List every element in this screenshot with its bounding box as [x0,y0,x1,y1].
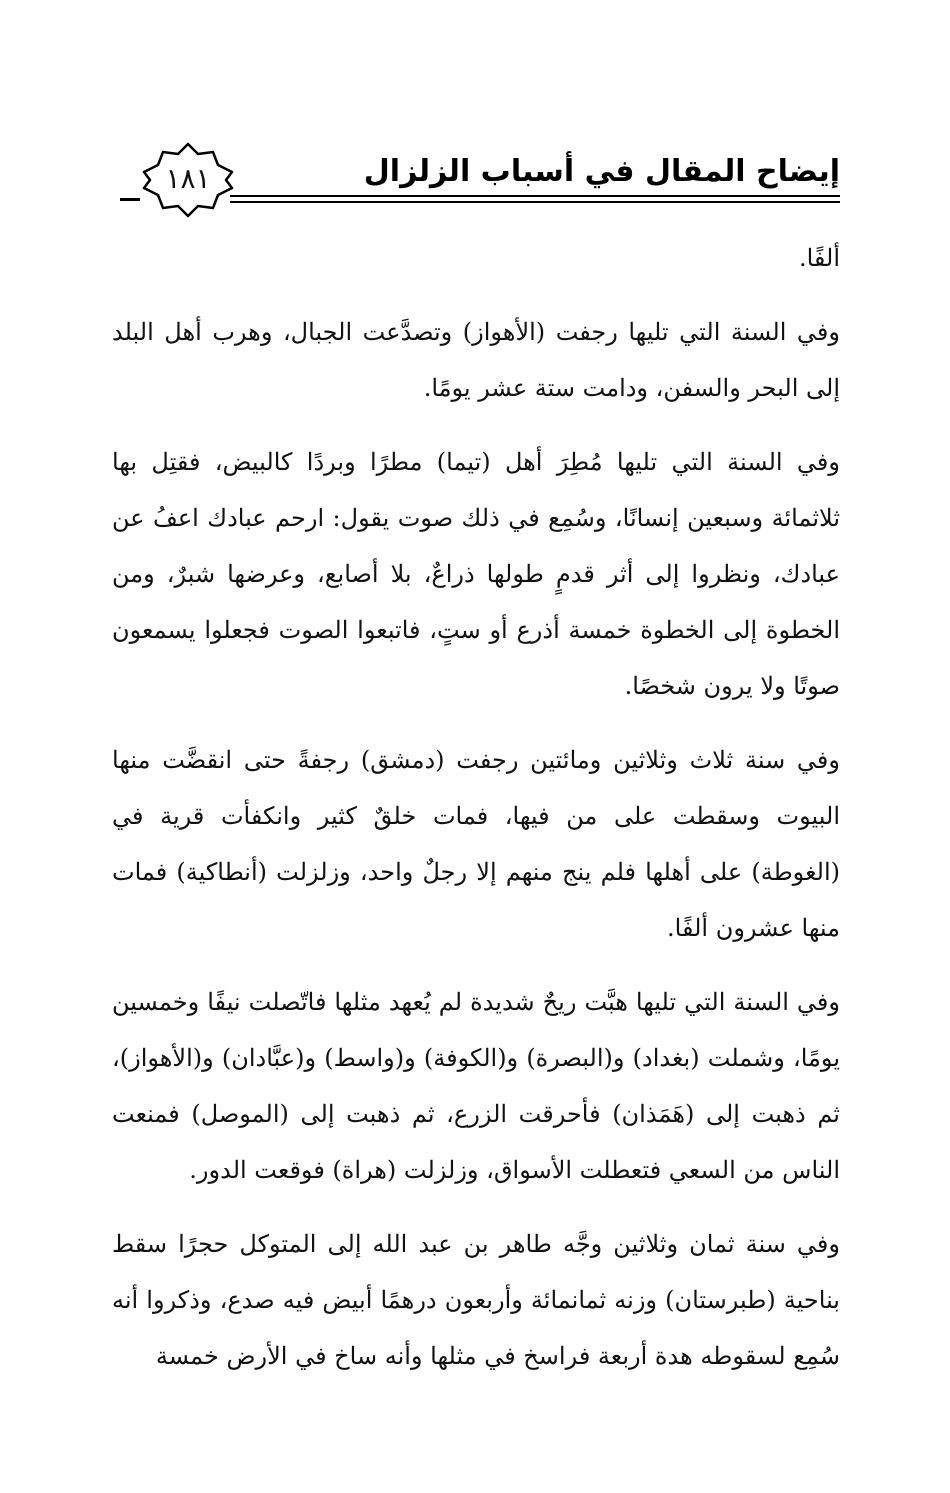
paragraph-2: وفي السنة التي تليها رجفت (الأهواز) وتصدَّعت الجبال، وهرب أهل البلد إلى البحر والسفن، ودامت ستة عشر يومًا. [112,318,840,402]
running-header [120,140,840,220]
paragraph-4: وفي سنة ثلاث وثلاثين ومائتين رجفت (دمشق) رجفةً حتى انقضَّت منها البيوت وسقطت على من فيها، فمات خلقٌ كثير وانكفأت قرية في (الغوطة) على أهلها فلم ينج منهم إلا رجلٌ واحد، وزلزلت (أنطاكية) فمات منها عشرون ألفًا. [112,746,840,942]
running-title: إيضاح المقال في أسباب الزلزال [363,154,840,189]
page-number: ١٨١ [165,162,211,195]
header-rule [230,195,840,197]
paragraph-6: وفي سنة ثمان وثلاثين وجَّه طاهر بن عبد الله إلى المتوكل حجرًا سقط بناحية (طبرستان) وزنه ثمانمائة وأربعون درهمًا أبيض فيه صدع، وذكروا أنه سُمِع لسقوطه هدة أربعة فراسخ في مثلها وأنه ساخ في الأرض خمسة [112,1230,840,1370]
header-rule-left [120,198,140,201]
paragraph-3: وفي السنة التي تليها مُطِرَ أهل (تيما) مطرًا وبردًا كالبيض، فقتِل بها ثلاثمائة وسبعين إنسانًا، وسُمِع في ذلك صوت يقول: ارحم عبادك اعفُ عن عبادك، ونظروا إلى أثر قدمٍ طولها ذراعٌ، بلا أصابع، وعرضها شبرٌ، ومن الخطوة إلى الخطوة خمسة أذرع أو ستٍ، فاتبعوا الصوت فجعلوا يسمعون صوتًا ولا يرون شخصًا. [112,448,840,700]
header-rule-double [230,201,840,203]
paragraph-1: ألفًا. [798,244,840,272]
body-text [112,230,840,1384]
paragraph-5: وفي السنة التي تليها هبَّت ريحٌ شديدة لم يُعهد مثلها فاتّصلت نيفًا وخمسين يومًا، وشملت (بغداد) و(البصرة) و(الكوفة) و(واسط) و(عبَّادان) و(الأهواز)، ثم ذهبت إلى (هَمَذان) فأحرقت الزرع، ثم ذهبت إلى (الموصل) فمنعت الناس من السعي فتعطلت الأسواق، وزلزلت (هراة) فوقعت الدور. [112,988,840,1184]
page-number-badge [138,140,238,220]
